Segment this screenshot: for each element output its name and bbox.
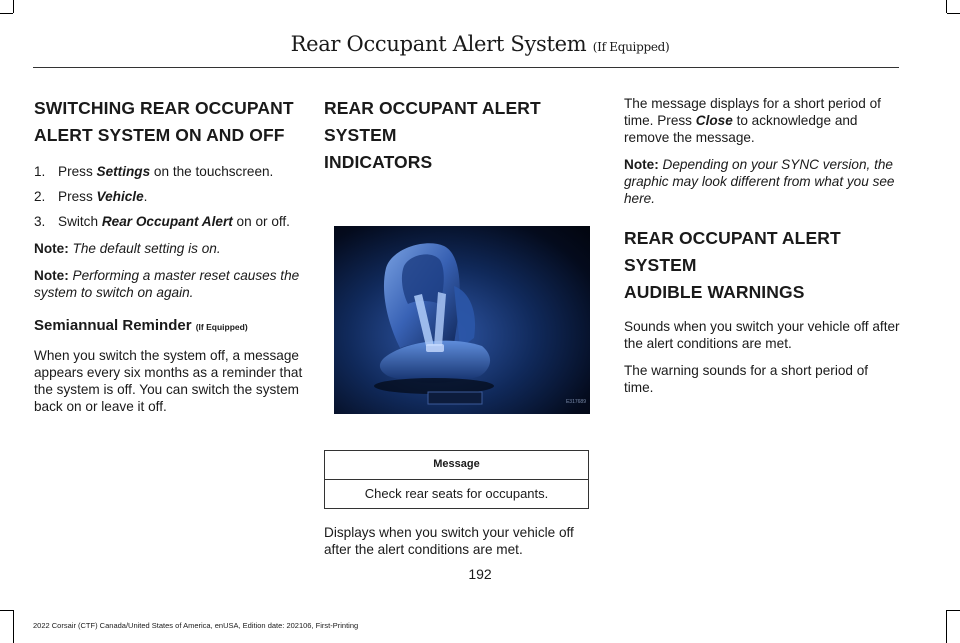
section-heading-audible: REAR OCCUPANT ALERT SYSTEM AUDIBLE WARNINGS: [624, 228, 841, 302]
column-right: [624, 95, 900, 406]
list-item: 3. Switch Rear Occupant Alert on or off.: [34, 214, 290, 229]
list-item: 1. Press Settings on the touchscreen.: [34, 164, 274, 179]
image-code: E317689: [565, 399, 586, 405]
section-heading-indicators: REAR OCCUPANT ALERT SYSTEM INDICATORS: [324, 98, 541, 172]
note-sync-version: Note: Depending on your SYNC version, the graphic may look different from what you see here.: [624, 157, 895, 206]
crop-mark: [13, 610, 14, 643]
car-seat-photo: [334, 226, 590, 414]
crop-mark: [0, 13, 13, 14]
crop-mark: [947, 610, 960, 611]
edition-footer: 2022 Corsair (CTF) Canada/United States of America, enUSA, Edition date: 202106, First-Printing: [33, 621, 359, 630]
page-header: [0, 32, 960, 56]
note-master-reset: Note: Performing a master reset causes the system to switch on again.: [34, 268, 300, 300]
column-middle: [324, 95, 604, 568]
message-table: [324, 450, 589, 509]
table-header-message: Message: [325, 451, 589, 480]
table-cell-message: Check rear seats for occupants.: [325, 480, 589, 509]
page-number: 192: [468, 566, 492, 582]
crop-mark: [13, 0, 14, 13]
paragraph-sounds: Sounds when you switch your vehicle off after the alert conditions are met.: [624, 319, 900, 351]
column-left: [34, 95, 306, 425]
header-suffix: (If Equipped): [592, 40, 670, 54]
subheading-semiannual: Semiannual Reminder (If Equipped): [34, 317, 248, 334]
paragraph-displays: Displays when you switch your vehicle off after the alert conditions are met.: [324, 525, 574, 557]
note-default: Note: The default setting is on.: [34, 241, 221, 256]
paragraph-message-duration: The message displays for a short period of time. Press Close to acknowledge and remove the message.: [624, 96, 881, 145]
paragraph-warning-duration: The warning sounds for a short period of time.: [624, 363, 869, 395]
header-title: Rear Occupant Alert System: [290, 32, 587, 56]
list-item: 2. Press Vehicle.: [34, 189, 148, 204]
steps-list: [34, 163, 306, 230]
header-rule: [33, 67, 899, 68]
car-seat-illustration: [334, 226, 590, 414]
crop-mark: [947, 13, 960, 14]
paragraph-reminder: When you switch the system off, a message appears every six months as a reminder that the system is off. You can switch the system back on or leave it off.: [34, 348, 303, 414]
crop-mark: [0, 610, 13, 611]
table-header-row: [325, 451, 589, 480]
table-row: [325, 480, 589, 509]
section-heading-switching: SWITCHING REAR OCCUPANT ALERT SYSTEM ON AND OFF: [34, 98, 294, 145]
crop-mark: [946, 0, 947, 13]
crop-mark: [946, 610, 947, 643]
